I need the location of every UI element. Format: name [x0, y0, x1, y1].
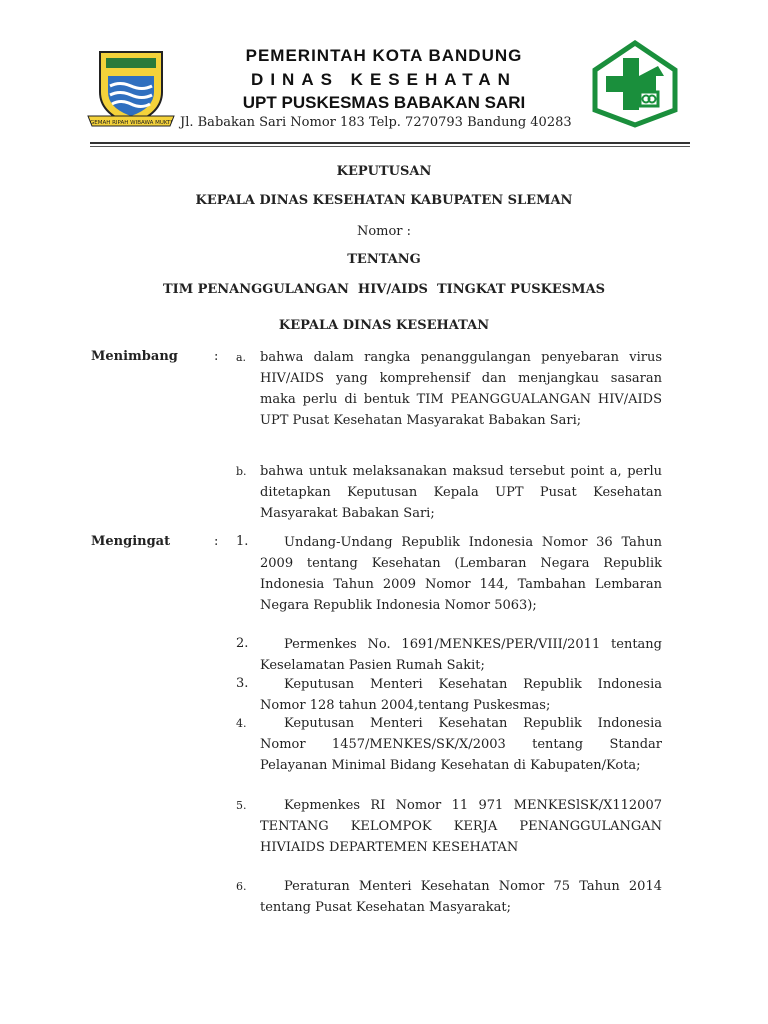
list-item-text: Peraturan Menteri Kesehatan Nomor 75 Tahun 2014 tentang Pusat Kesehatan Masyarakat;: [260, 879, 662, 915]
decree-about-label: TENTANG: [347, 252, 421, 267]
svg-text:GEMAH RIPAH WIBAWA MUKTI: GEMAH RIPAH WIBAWA MUKTI: [89, 120, 173, 126]
letterhead-department: DINAS KESEHATAN: [251, 70, 517, 89]
list-item: [260, 532, 662, 616]
letterhead-government: PEMERINTAH KOTA BANDUNG: [245, 46, 523, 65]
decree-issuer: KEPALA DINAS KESEHATAN KABUPATEN SLEMAN: [195, 193, 573, 208]
list-item: [260, 347, 662, 431]
list-marker: 2.: [236, 636, 249, 651]
list-marker: 1.: [236, 534, 249, 549]
list-item: [260, 876, 662, 918]
decree-title: KEPUTUSAN: [336, 164, 432, 179]
decree-authority-heading: KEPALA DINAS KESEHATAN: [278, 318, 490, 333]
list-marker: 5.: [236, 799, 247, 812]
list-marker: b.: [236, 465, 247, 478]
section-colon: :: [214, 534, 219, 549]
list-item-text: Permenkes No. 1691/MENKES/PER/VIII/2011 tentang Keselamatan Pasien Rumah Sakit;: [260, 637, 662, 673]
list-item-text: bahwa dalam rangka penanggulangan penyebaran virus HIV/AIDS yang komprehensif dan menjangkau sasaran maka perlu di bentuk TIM PEANGGUALANGAN HIV/AIDS UPT Pusat Kesehatan Masyarakat Babakan Sari;: [260, 350, 662, 428]
list-marker: 3.: [236, 676, 249, 691]
list-item: [260, 795, 662, 858]
list-item-text: Keputusan Menteri Kesehatan Republik Indonesia Nomor 1457/MENKES/SK/X/2003 tentang Standar Pelayanan Minimal Bidang Kesehatan di Kabupaten/Kota;: [260, 716, 662, 773]
decree-subject: TIM PENANGGULANGAN HIV/AIDS TINGKAT PUSKESMAS: [162, 282, 606, 297]
section-colon: :: [214, 349, 219, 364]
list-item-text: Undang-Undang Republik Indonesia Nomor 36 Tahun 2009 tentang Kesehatan (Lembaran Negara Republik Indonesia Tahun 2009 Nomor 144, Tambahan Lembaran Negara Republik Indonesia Nomor 5063);: [260, 535, 662, 613]
letterhead-address: Jl. Babakan Sari Nomor 183 Telp. 7270793 Bandung 40283: [180, 115, 572, 130]
letterhead-divider-thin: [90, 146, 690, 147]
decree-number: Nomor :: [356, 224, 412, 239]
section-label-menimbang: Menimbang: [91, 349, 178, 364]
list-marker: a.: [236, 351, 247, 364]
section-label-mengingat: Mengingat: [91, 534, 171, 549]
list-item-text: Kepmenkes RI Nomor 11 971 MENKESlSK/X112007 TENTANG KELOMPOK KERJA PENANGGULANGAN HIVIAIDS DEPARTEMEN KESEHATAN: [260, 798, 662, 855]
list-marker: 4.: [236, 717, 247, 730]
list-item: [260, 634, 662, 676]
list-marker: 6.: [236, 880, 247, 893]
list-item-text: Keputusan Menteri Kesehatan Republik Indonesia Nomor 128 tahun 2004,tentang Puskesmas;: [260, 677, 662, 713]
letterhead-divider: [90, 142, 690, 144]
list-item-text: bahwa untuk melaksanakan maksud tersebut point a, perlu ditetapkan Keputusan Kepala UPT Pusat Kesehatan Masyarakat Babakan Sari;: [260, 464, 662, 521]
letterhead-institution: UPT PUSKESMAS BABAKAN SARI: [242, 93, 526, 112]
puskesmas-cross-house-icon: [592, 40, 678, 128]
list-item: [260, 674, 662, 716]
list-item: [260, 713, 662, 776]
list-item: [260, 461, 662, 524]
